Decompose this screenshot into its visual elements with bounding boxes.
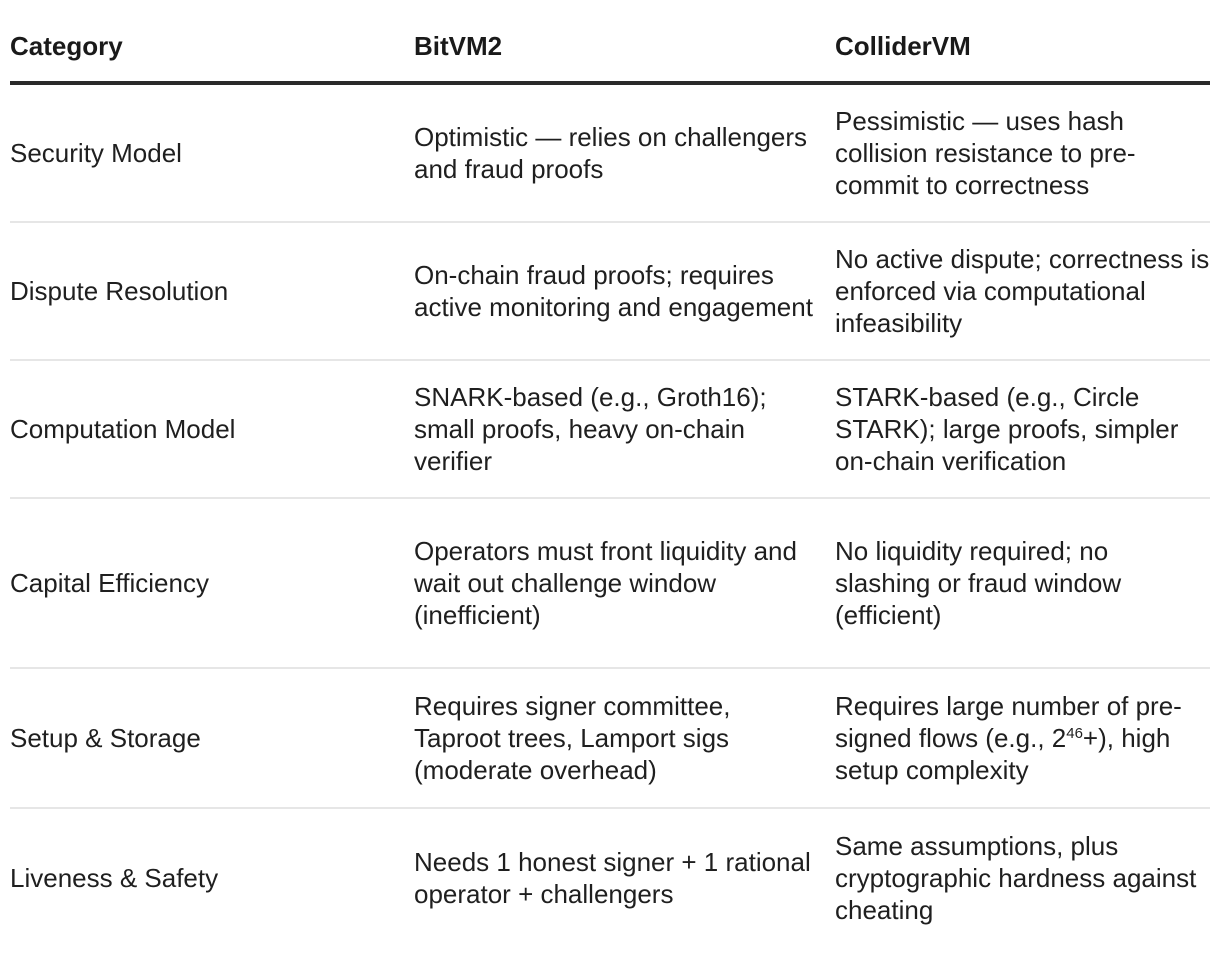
bitvm2-cell: On-chain fraud proofs; requires active monitoring and engagement	[414, 260, 813, 322]
table-row	[10, 361, 1210, 499]
bitvm2-cell: Operators must front liquidity and wait out challenge window (inefficient)	[414, 536, 797, 630]
table-header-row	[10, 0, 1210, 85]
collidervm-text-before: Requires large number of pre-signed flows (e.g., 2	[835, 691, 1182, 753]
category-cell: Capital Efficiency	[10, 568, 209, 598]
table-row	[10, 809, 1210, 947]
table-row	[10, 499, 1210, 669]
table-row	[10, 223, 1210, 361]
table-row	[10, 85, 1210, 223]
bitvm2-cell: Requires signer committee, Taproot trees, Lamport sigs (moderate overhead)	[414, 691, 731, 785]
category-cell: Dispute Resolution	[10, 276, 229, 306]
exponent-superscript: 46	[1066, 725, 1083, 742]
category-cell: Computation Model	[10, 414, 236, 444]
collidervm-cell	[835, 690, 1210, 786]
comparison-table	[10, 0, 1210, 947]
bitvm2-cell: SNARK-based (e.g., Groth16); small proofs, heavy on-chain verifier	[414, 382, 767, 476]
collidervm-cell: No active dispute; correctness is enforced via computational infeasibility	[835, 244, 1210, 338]
category-cell: Liveness & Safety	[10, 863, 219, 893]
header-category: Category	[10, 30, 123, 61]
table-row	[10, 669, 1210, 809]
collidervm-cell: STARK-based (e.g., Circle STARK); large proofs, simpler on-chain verification	[835, 382, 1179, 476]
header-bitvm2: BitVM2	[414, 30, 503, 61]
bitvm2-cell: Optimistic — relies on challengers and fraud proofs	[414, 122, 808, 184]
collidervm-text-after: +), high setup complexity	[835, 723, 1171, 785]
header-collidervm: ColliderVM	[835, 30, 971, 61]
collidervm-cell: Same assumptions, plus cryptographic hardness against cheating	[835, 831, 1197, 925]
collidervm-cell: No liquidity required; no slashing or fraud window (efficient)	[835, 536, 1122, 630]
category-cell: Setup & Storage	[10, 723, 201, 753]
bitvm2-cell: Needs 1 honest signer + 1 rational operator + challengers	[414, 847, 811, 909]
category-cell: Security Model	[10, 138, 182, 168]
collidervm-cell: Pessimistic — uses hash collision resistance to pre-commit to correctness	[835, 106, 1136, 200]
